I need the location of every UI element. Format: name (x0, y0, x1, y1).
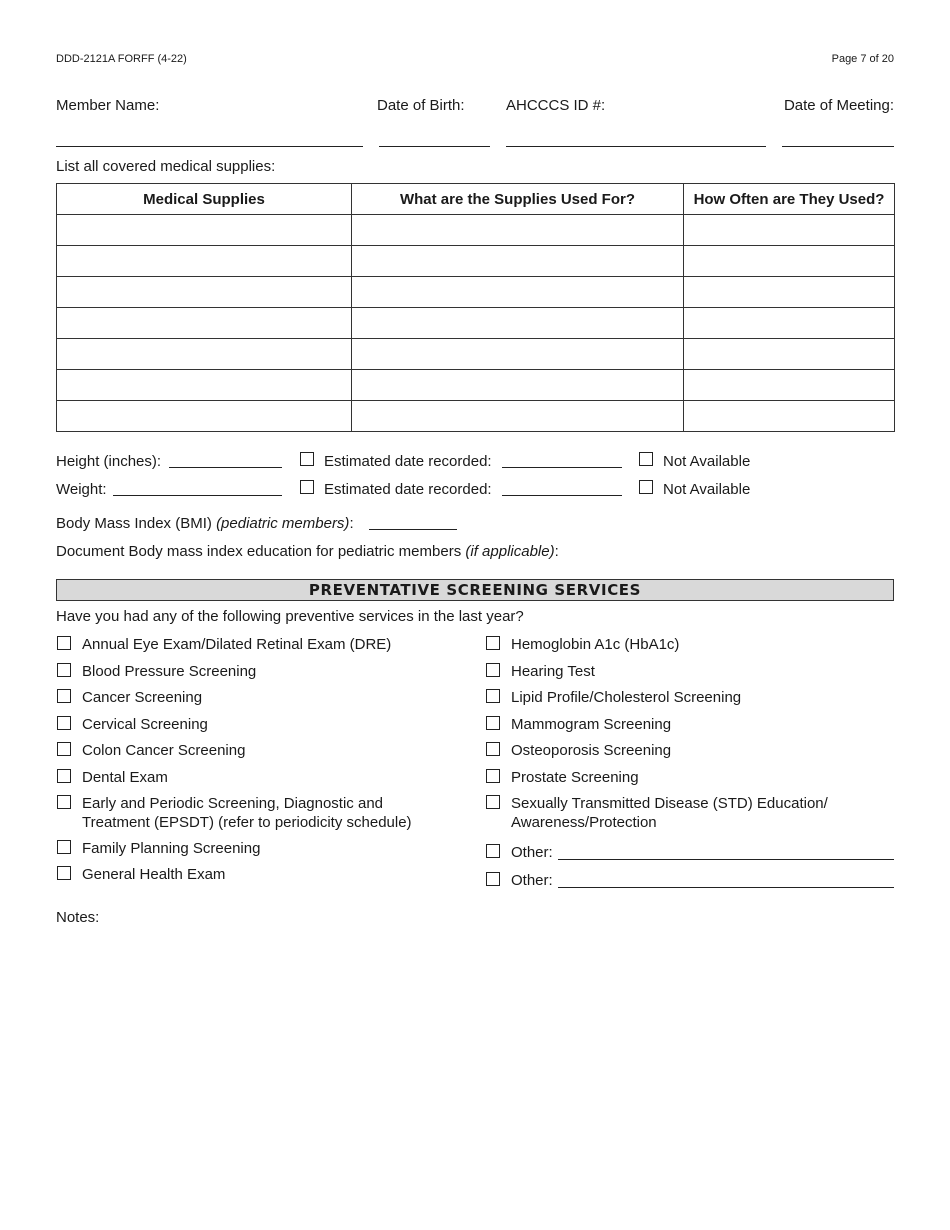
height-estimated-date-field[interactable] (502, 467, 622, 468)
table-cell[interactable] (57, 308, 352, 339)
table-cell[interactable] (352, 339, 684, 370)
bmi-label-text: Body Mass Index (BMI) (56, 515, 212, 532)
section-title-preventative-screening: PREVENTATIVE SCREENING SERVICES (56, 579, 894, 601)
bmi-education-italic: (if applicable) (465, 543, 555, 560)
item-label: Family Planning Screening (82, 840, 261, 857)
item-label: Hemoglobin A1c (HbA1c) (511, 636, 680, 653)
checkbox[interactable] (57, 689, 71, 703)
bmi-label (56, 515, 354, 532)
checkbox[interactable] (486, 844, 500, 858)
screening-question: Have you had any of the following preventive services in the last year? (56, 608, 524, 625)
checkbox[interactable] (57, 636, 71, 650)
item-label: Other: (511, 872, 553, 889)
item-label: Lipid Profile/Cholesterol Screening (511, 689, 742, 706)
table-cell[interactable] (57, 246, 352, 277)
checkbox[interactable] (57, 742, 71, 756)
table-cell[interactable] (352, 370, 684, 401)
weight-not-available-checkbox[interactable] (639, 480, 653, 494)
item-label: Cervical Screening (82, 716, 208, 733)
table-cell[interactable] (684, 215, 895, 246)
date-of-birth-label: Date of Birth: (377, 97, 465, 114)
table-cell[interactable] (57, 339, 352, 370)
checkbox[interactable] (57, 769, 71, 783)
weight-estimated-date-field[interactable] (502, 495, 622, 496)
table-cell[interactable] (684, 401, 895, 432)
column-header-used-for: What are the Supplies Used For? (352, 184, 684, 215)
checkbox[interactable] (486, 742, 500, 756)
table-cell[interactable] (57, 277, 352, 308)
other-1-field[interactable] (558, 859, 894, 860)
height-label: Height (inches): (56, 453, 162, 470)
checkbox[interactable] (486, 663, 500, 677)
checkbox[interactable] (486, 795, 500, 809)
table-row (57, 370, 895, 401)
checkbox[interactable] (57, 840, 71, 854)
member-name-label: Member Name: (56, 97, 160, 114)
table-row (57, 339, 895, 370)
height-field[interactable] (169, 467, 282, 468)
checkbox[interactable] (486, 872, 500, 886)
table-cell[interactable] (684, 246, 895, 277)
bmi-education-colon: : (554, 543, 559, 560)
item-label: Blood Pressure Screening (82, 663, 257, 680)
weight-estimated-checkbox[interactable] (300, 480, 314, 494)
table-cell[interactable] (57, 215, 352, 246)
weight-estimated-label: Estimated date recorded: (324, 481, 492, 498)
ahcccs-id-field[interactable] (506, 146, 766, 147)
table-cell[interactable] (684, 370, 895, 401)
column-header-medical-supplies: Medical Supplies (57, 184, 352, 215)
item-label: Osteoporosis Screening (511, 742, 672, 759)
member-name-field[interactable] (56, 146, 363, 147)
form-id: DDD-2121A FORFF (4-22) (56, 53, 187, 65)
table-row (57, 246, 895, 277)
height-not-available-label: Not Available (663, 453, 751, 470)
date-of-meeting-label: Date of Meeting: (783, 97, 894, 114)
table-cell[interactable] (684, 308, 895, 339)
bmi-education-label (56, 543, 559, 560)
table-cell[interactable] (352, 308, 684, 339)
height-not-available-checkbox[interactable] (639, 452, 653, 466)
bmi-education-text: Document Body mass index education for pediatric members (56, 543, 462, 560)
checkbox[interactable] (486, 716, 500, 730)
notes-label: Notes: (56, 909, 100, 926)
checkbox[interactable] (57, 716, 71, 730)
height-estimated-checkbox[interactable] (300, 452, 314, 466)
bmi-field[interactable] (369, 529, 457, 530)
table-cell[interactable] (57, 401, 352, 432)
item-label: Other: (511, 844, 553, 861)
item-label-continued: Treatment (EPSDT) (refer to periodicity schedule) (82, 814, 412, 831)
ahcccs-id-label: AHCCCS ID #: (506, 97, 606, 114)
table-cell[interactable] (684, 277, 895, 308)
table-row (57, 277, 895, 308)
table-row (57, 308, 895, 339)
table-cell[interactable] (352, 215, 684, 246)
checkbox[interactable] (486, 636, 500, 650)
date-of-meeting-field[interactable] (782, 146, 894, 147)
item-label: Colon Cancer Screening (82, 742, 246, 759)
table-cell[interactable] (57, 370, 352, 401)
item-label: Mammogram Screening (511, 716, 672, 733)
checkbox[interactable] (57, 795, 71, 809)
medical-supplies-table (56, 183, 895, 432)
item-label: Cancer Screening (82, 689, 203, 706)
table-cell[interactable] (352, 401, 684, 432)
supplies-instruction: List all covered medical supplies: (56, 158, 276, 175)
table-header-row (57, 184, 895, 215)
table-cell[interactable] (352, 246, 684, 277)
table-row (57, 215, 895, 246)
height-estimated-label: Estimated date recorded: (324, 453, 492, 470)
item-label: Annual Eye Exam/Dilated Retinal Exam (DRE) (82, 636, 392, 653)
table-cell[interactable] (352, 277, 684, 308)
column-header-how-often: How Often are They Used? (684, 184, 895, 215)
weight-not-available-label: Not Available (663, 481, 751, 498)
checkbox[interactable] (57, 663, 71, 677)
item-label: Prostate Screening (511, 769, 639, 786)
weight-label: Weight: (56, 481, 107, 498)
checkbox[interactable] (486, 689, 500, 703)
item-label: General Health Exam (82, 866, 226, 883)
item-label: Hearing Test (511, 663, 595, 680)
weight-field[interactable] (113, 495, 282, 496)
other-2-field[interactable] (558, 887, 894, 888)
checkbox[interactable] (486, 769, 500, 783)
item-label: Dental Exam (82, 769, 168, 786)
date-of-birth-field[interactable] (379, 146, 490, 147)
table-row (57, 401, 895, 432)
bmi-label-italic: (pediatric members) (216, 515, 350, 532)
item-label-continued: Awareness/Protection (511, 814, 657, 831)
table-cell[interactable] (684, 339, 895, 370)
item-label: Sexually Transmitted Disease (STD) Education/ (511, 795, 828, 812)
checkbox[interactable] (57, 866, 71, 880)
item-label: Early and Periodic Screening, Diagnostic and (82, 795, 384, 812)
bmi-label-colon: : (349, 515, 354, 532)
page-number: Page 7 of 20 (831, 53, 894, 65)
